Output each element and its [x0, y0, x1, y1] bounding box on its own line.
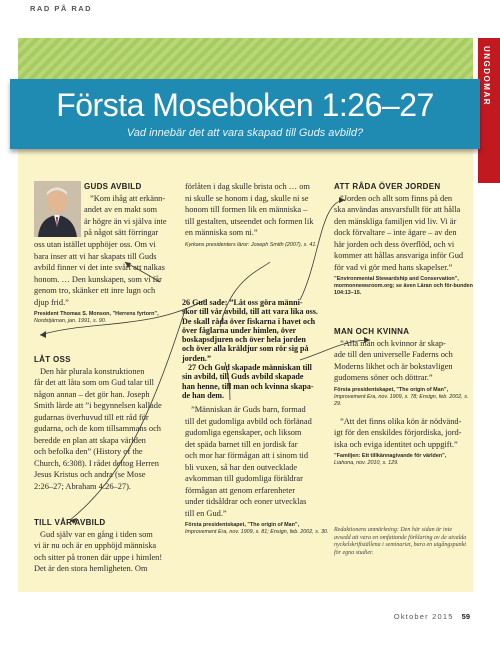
- scripture-passage: [182, 298, 322, 400]
- text-line: ni skulle se honom i dag, skulle ni se: [185, 193, 309, 203]
- citation-monson: [34, 311, 179, 325]
- text-line: oss utan istället upphöjer oss. Om vi: [34, 240, 156, 249]
- text-line: ”Kom ihåg att erkänn-: [90, 193, 166, 203]
- text-line: under tidsåldrar och eoner utvecklas: [185, 497, 307, 506]
- verse-line: skor till vår avbild, till att vara lika oss.: [182, 307, 318, 317]
- page-title: Första Moseboken 1:26–27: [56, 87, 434, 123]
- text-line: Gud själv var en gång i tiden som: [40, 529, 153, 539]
- citation-origin-of-man: [185, 522, 330, 536]
- till-var-avbild-section: [34, 517, 179, 575]
- guds-avbild-body: [34, 239, 179, 325]
- text-line: kommer att hållas ansvariga inför Gud: [334, 251, 464, 260]
- att-rada-section: [334, 181, 474, 297]
- text-line: vi är nu och är en upphöjd människa: [34, 541, 157, 550]
- text-line: ”Människan är Guds barn, formad: [191, 405, 306, 414]
- verse-line: boskapsdjuren och över hela jorden: [182, 335, 306, 345]
- text-line: bli vuxen, så har den outvecklade: [185, 462, 298, 472]
- text-line: Moderns likhet och är bokstavligen: [334, 361, 453, 371]
- citation-source: Första presidentskapet, ”The origin of Man”,: [185, 522, 300, 528]
- text-line: till en Gud.”: [185, 508, 227, 518]
- citation-detail: Liahona, nov. 2010, s. 129.: [334, 460, 399, 466]
- page-number: 59: [461, 612, 470, 621]
- portrait-monson: [34, 181, 81, 237]
- heading-till-var-avbild: TILL VÅR AVBILD: [34, 518, 106, 527]
- text-line: det späda barnet till en jordisk far: [185, 439, 298, 449]
- citation-source: ”Environmental Stewardship and Conservation”,: [334, 276, 459, 282]
- text-line: 2:26–27; Abraham 4:26–27).: [34, 481, 131, 491]
- verse-line: jorden.”: [182, 353, 211, 363]
- citation-source: President Thomas S. Monson, ”Herrens fyrtorn”,: [34, 311, 159, 317]
- text-line: ”Att det finns olika kön är nödvänd-: [340, 416, 462, 426]
- citation-detail: Kyrkans presidenters läror: Joseph Smith (2007), s. 41.: [185, 241, 317, 248]
- smith-quote: [185, 181, 330, 249]
- text-line: gudomens söner och döttrar.”: [334, 373, 433, 382]
- citation-smith: [185, 242, 330, 249]
- text-line: Church, 6:308). I rådet deltog Herren: [34, 458, 159, 468]
- heading-att-rada: ATT RÅDA ÖVER JORDEN: [334, 182, 441, 191]
- text-line: dock förvaltare – inte ägare – av den: [334, 228, 457, 237]
- verse-line: 26 Gud sade: ”Låt oss göra männi-: [182, 298, 303, 307]
- text-line: ade till den universelle Faderns och: [334, 350, 453, 359]
- text-line: och sitter på tronen där uppe i himlen!: [34, 552, 163, 562]
- text-line: får det att låta som om Gud talar till: [34, 378, 155, 387]
- citation-detail: Improvement Era, nov. 1909, s. 81; Ensign, feb. 2002, s. 30.: [185, 529, 329, 535]
- lat-oss-section: [34, 354, 179, 492]
- text-line: genom tro, skänker ett inre lugn och: [34, 286, 156, 295]
- text-line: gudarnas överhuvud till ett råd för: [34, 412, 149, 422]
- text-line: gudomliga egenskaper, och liksom: [185, 428, 302, 437]
- text-line: är högre än vi själva inte: [84, 216, 167, 226]
- man-och-kvinna-section: [334, 326, 474, 467]
- verse-line: över fåglarna under himlen, över: [182, 325, 297, 335]
- text-line: Det är den stora hemligheten. Om: [34, 564, 148, 573]
- verse-line: 27 Och Gud skapade människan till: [188, 363, 312, 373]
- text-line: en människa som ni.”: [185, 228, 258, 237]
- citation-detail: Nordstjärnan, jan. 1991, s. 90.: [34, 318, 107, 324]
- verse-line: han henne, till man och kvinna skapa-: [182, 381, 314, 391]
- text-line: Jesus Kristus och andra (se Mose: [34, 470, 146, 479]
- text-line: förmågan att genom erfarenheter: [185, 485, 295, 495]
- heading-lat-oss: LÅT OSS: [34, 355, 71, 364]
- citation-familjen: [334, 453, 474, 467]
- text-line: på något sätt förringar: [84, 228, 159, 237]
- heading-man-och-kvinna: MAN OCH KVINNA: [334, 327, 410, 336]
- text-line: förlåten i dag skulle brista och … om: [185, 182, 310, 191]
- page-footer: [394, 612, 470, 621]
- heading-guds-avbild: GUDS AVBILD: [84, 182, 142, 191]
- guds-avbild-lead: [84, 181, 174, 239]
- text-line: iska och eviga identitet och uppgift.”: [334, 439, 458, 449]
- text-line: den mänskliga familjen vid liv. Vi är: [334, 216, 457, 226]
- text-line: och befolka den” (History of the: [34, 447, 143, 456]
- text-line: beredde en plan att skapa världen: [34, 435, 146, 445]
- text-line: till det gudomliga avbild och förlänad: [185, 416, 312, 426]
- citation-detail: mormonnewsroom.org; se även Läran och för-bunden 104:13–15.: [334, 283, 473, 296]
- text-line: någon annan – det gör han. Joseph: [34, 389, 150, 399]
- text-line: och mor har förmågan att i sinom tid: [185, 451, 309, 460]
- verse-line: sin avbild, till Guds avbild skapade: [182, 372, 304, 382]
- text-line: här jorden och dess överflöd, och vi: [334, 239, 455, 249]
- side-tab-label: UNGDOMAR: [482, 46, 491, 106]
- text-line: avkomman till gudomliga föräldrar: [185, 474, 303, 483]
- citation-source: Första presidentskapet, ”The origin of Man”,: [334, 386, 449, 393]
- citation-origin-of-man-2: [334, 387, 474, 408]
- text-line: ”Jorden och allt som finns på den: [340, 193, 453, 203]
- text-line: honom. … Den kunskapen, som vi får: [34, 274, 162, 284]
- text-line: honom till formen lik en människa –: [185, 205, 308, 214]
- text-line: gudarna, och de kom tillsammans och: [34, 424, 161, 433]
- text-line: igt för den enskildes förjordiska, jord-: [334, 428, 462, 437]
- text-line: Smith lärde att ”i begynnelsen kallade: [34, 401, 162, 410]
- verse-line: de han dem.: [182, 390, 225, 400]
- page-subtitle: Vad innebär det att vara skapad till Guds avbild?: [126, 127, 364, 139]
- text-line: ska användas ansvarsfullt för att hålla: [334, 205, 461, 214]
- origin-of-man-quote: [185, 404, 330, 536]
- text-line: bara inser att vi har skapats till Guds: [34, 251, 157, 261]
- citation-source: ”Familjen: Ett tillkännagivande för världen”,: [334, 453, 447, 459]
- citation-detail: Improvement Era, nov. 1909, s. 78; Ensign, feb. 2002, s. 29.: [334, 393, 469, 407]
- text-line: för vad vi gör med hans skapelser.”: [334, 262, 453, 272]
- text-line: avbild finner vi det inte svårt att nalkas: [34, 263, 165, 272]
- text-line: ”Alla män och kvinnor är skap-: [340, 338, 446, 348]
- text-line: till gestalten, utseendet och formen lik: [185, 216, 314, 226]
- citation-stewardship: [334, 276, 474, 297]
- arrow-head: [40, 331, 46, 338]
- verse-line: och över alla kräldjur som rör sig på: [182, 344, 309, 354]
- text-line: Den här plurala konstruktionen: [40, 366, 145, 376]
- verse-line: De skall råda över fiskarna i havet och: [182, 316, 316, 326]
- footer-month: Oktober 2015: [393, 612, 454, 621]
- section-label: RAD PÅ RAD: [30, 4, 93, 13]
- text-line: djup frid.”: [34, 297, 69, 307]
- text-line: andet av en makt som: [84, 205, 158, 214]
- editor-note: Redaktionens anmärkning: Den här sidan är inte avsedd att vara en omfattande förklaring av de utvalda nyckelskriftställena i seminariet, bara en utgångspunkt för egna studier.: [334, 527, 467, 556]
